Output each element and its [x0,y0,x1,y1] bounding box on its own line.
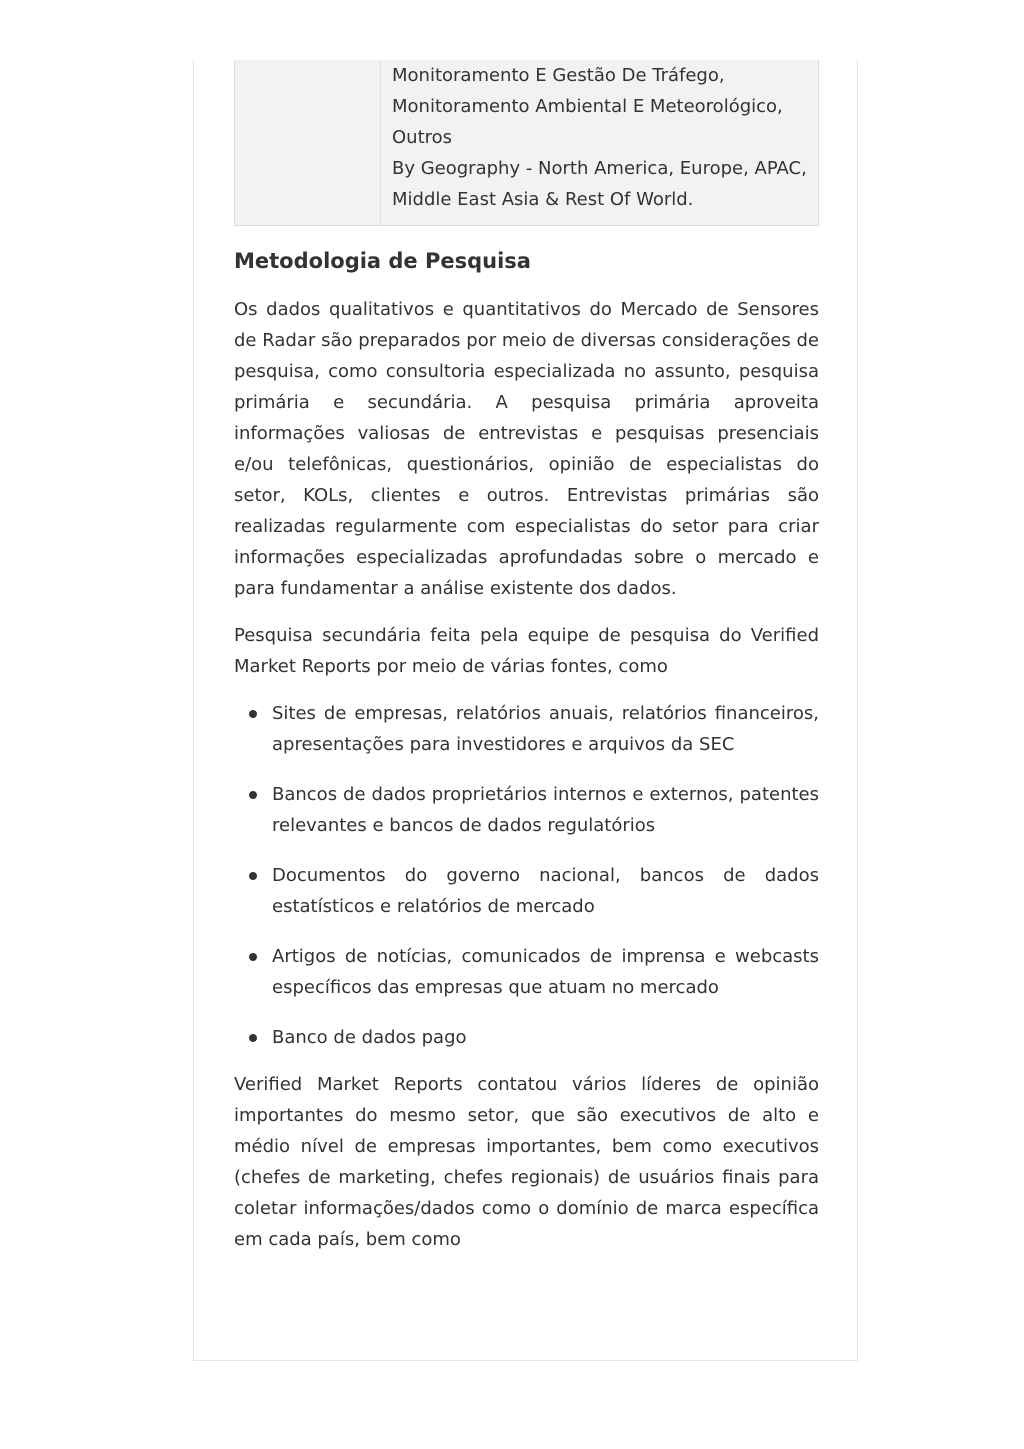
content-card [193,60,858,1361]
content-inner [234,60,819,1255]
list-item-text: Artigos de notícias, comunicados de imprensa e webcasts específicos das empresas que atuam no mercado [272,946,819,998]
table-cell-line: Middle East Asia & Rest Of World. [392,189,694,210]
table-row [235,60,819,226]
table-value-cell [381,60,819,226]
table-label-cell [235,60,381,226]
list-item [272,941,819,1003]
list-item-text: Banco de dados pago [272,1027,467,1048]
list-item-text: Sites de empresas, relatórios anuais, relatórios financeiros, apresentações para investidores e arquivos da SEC [272,703,819,755]
section-title: Metodologia de Pesquisa [234,249,531,273]
bullet-icon [249,1034,257,1042]
sources-list [234,698,819,1053]
list-item [272,698,819,760]
bullet-icon [249,953,257,961]
opinion-leaders-paragraph: Verified Market Reports contatou vários líderes de opinião importantes do mesmo setor, que são executivos de alto e médio nível de empresas importantes, bem como executivos (chefes de marketing, chefes regionais) de usuários finais para coletar informações/dados como o domínio de marca específica em cada país, bem como [234,1074,819,1250]
bullet-icon [249,872,257,880]
table-cell-line: Outros [392,127,453,148]
bullet-icon [249,710,257,718]
table-cell-line: Monitoramento Ambiental E Meteorológico, [392,96,783,117]
methodology-paragraph: Os dados qualitativos e quantitativos do Mercado de Sensores de Radar são preparados por meio de diversas considerações de pesquisa, como consultoria especializada no assunto, pesquisa primária e secundária. A pesquisa primária aproveita informações valiosas de entrevistas e pesquisas presenciais e/ou telefônicas, questionários, opinião de especialistas do setor, KOLs, clientes e outros. Entrevistas primárias são realizadas regularmente com especialistas do setor para criar informações especializadas aprofundadas sobre o mercado e para fundamentar a análise existente dos dados. [234,299,819,599]
segmentation-table [234,60,819,226]
table-cell-line: By Geography - North America, Europe, APAC, [392,158,807,179]
list-item [272,1022,819,1053]
list-item-text: Bancos de dados proprietários internos e externos, patentes relevantes e bancos de dados regulatórios [272,784,819,836]
list-item [272,779,819,841]
bullet-icon [249,791,257,799]
list-item [272,860,819,922]
list-item-text: Documentos do governo nacional, bancos de dados estatísticos e relatórios de mercado [272,865,819,917]
secondary-research-paragraph: Pesquisa secundária feita pela equipe de pesquisa do Verified Market Reports por meio de várias fontes, como [234,625,819,677]
table-cell-line: Monitoramento E Gestão De Tráfego, [392,65,725,86]
